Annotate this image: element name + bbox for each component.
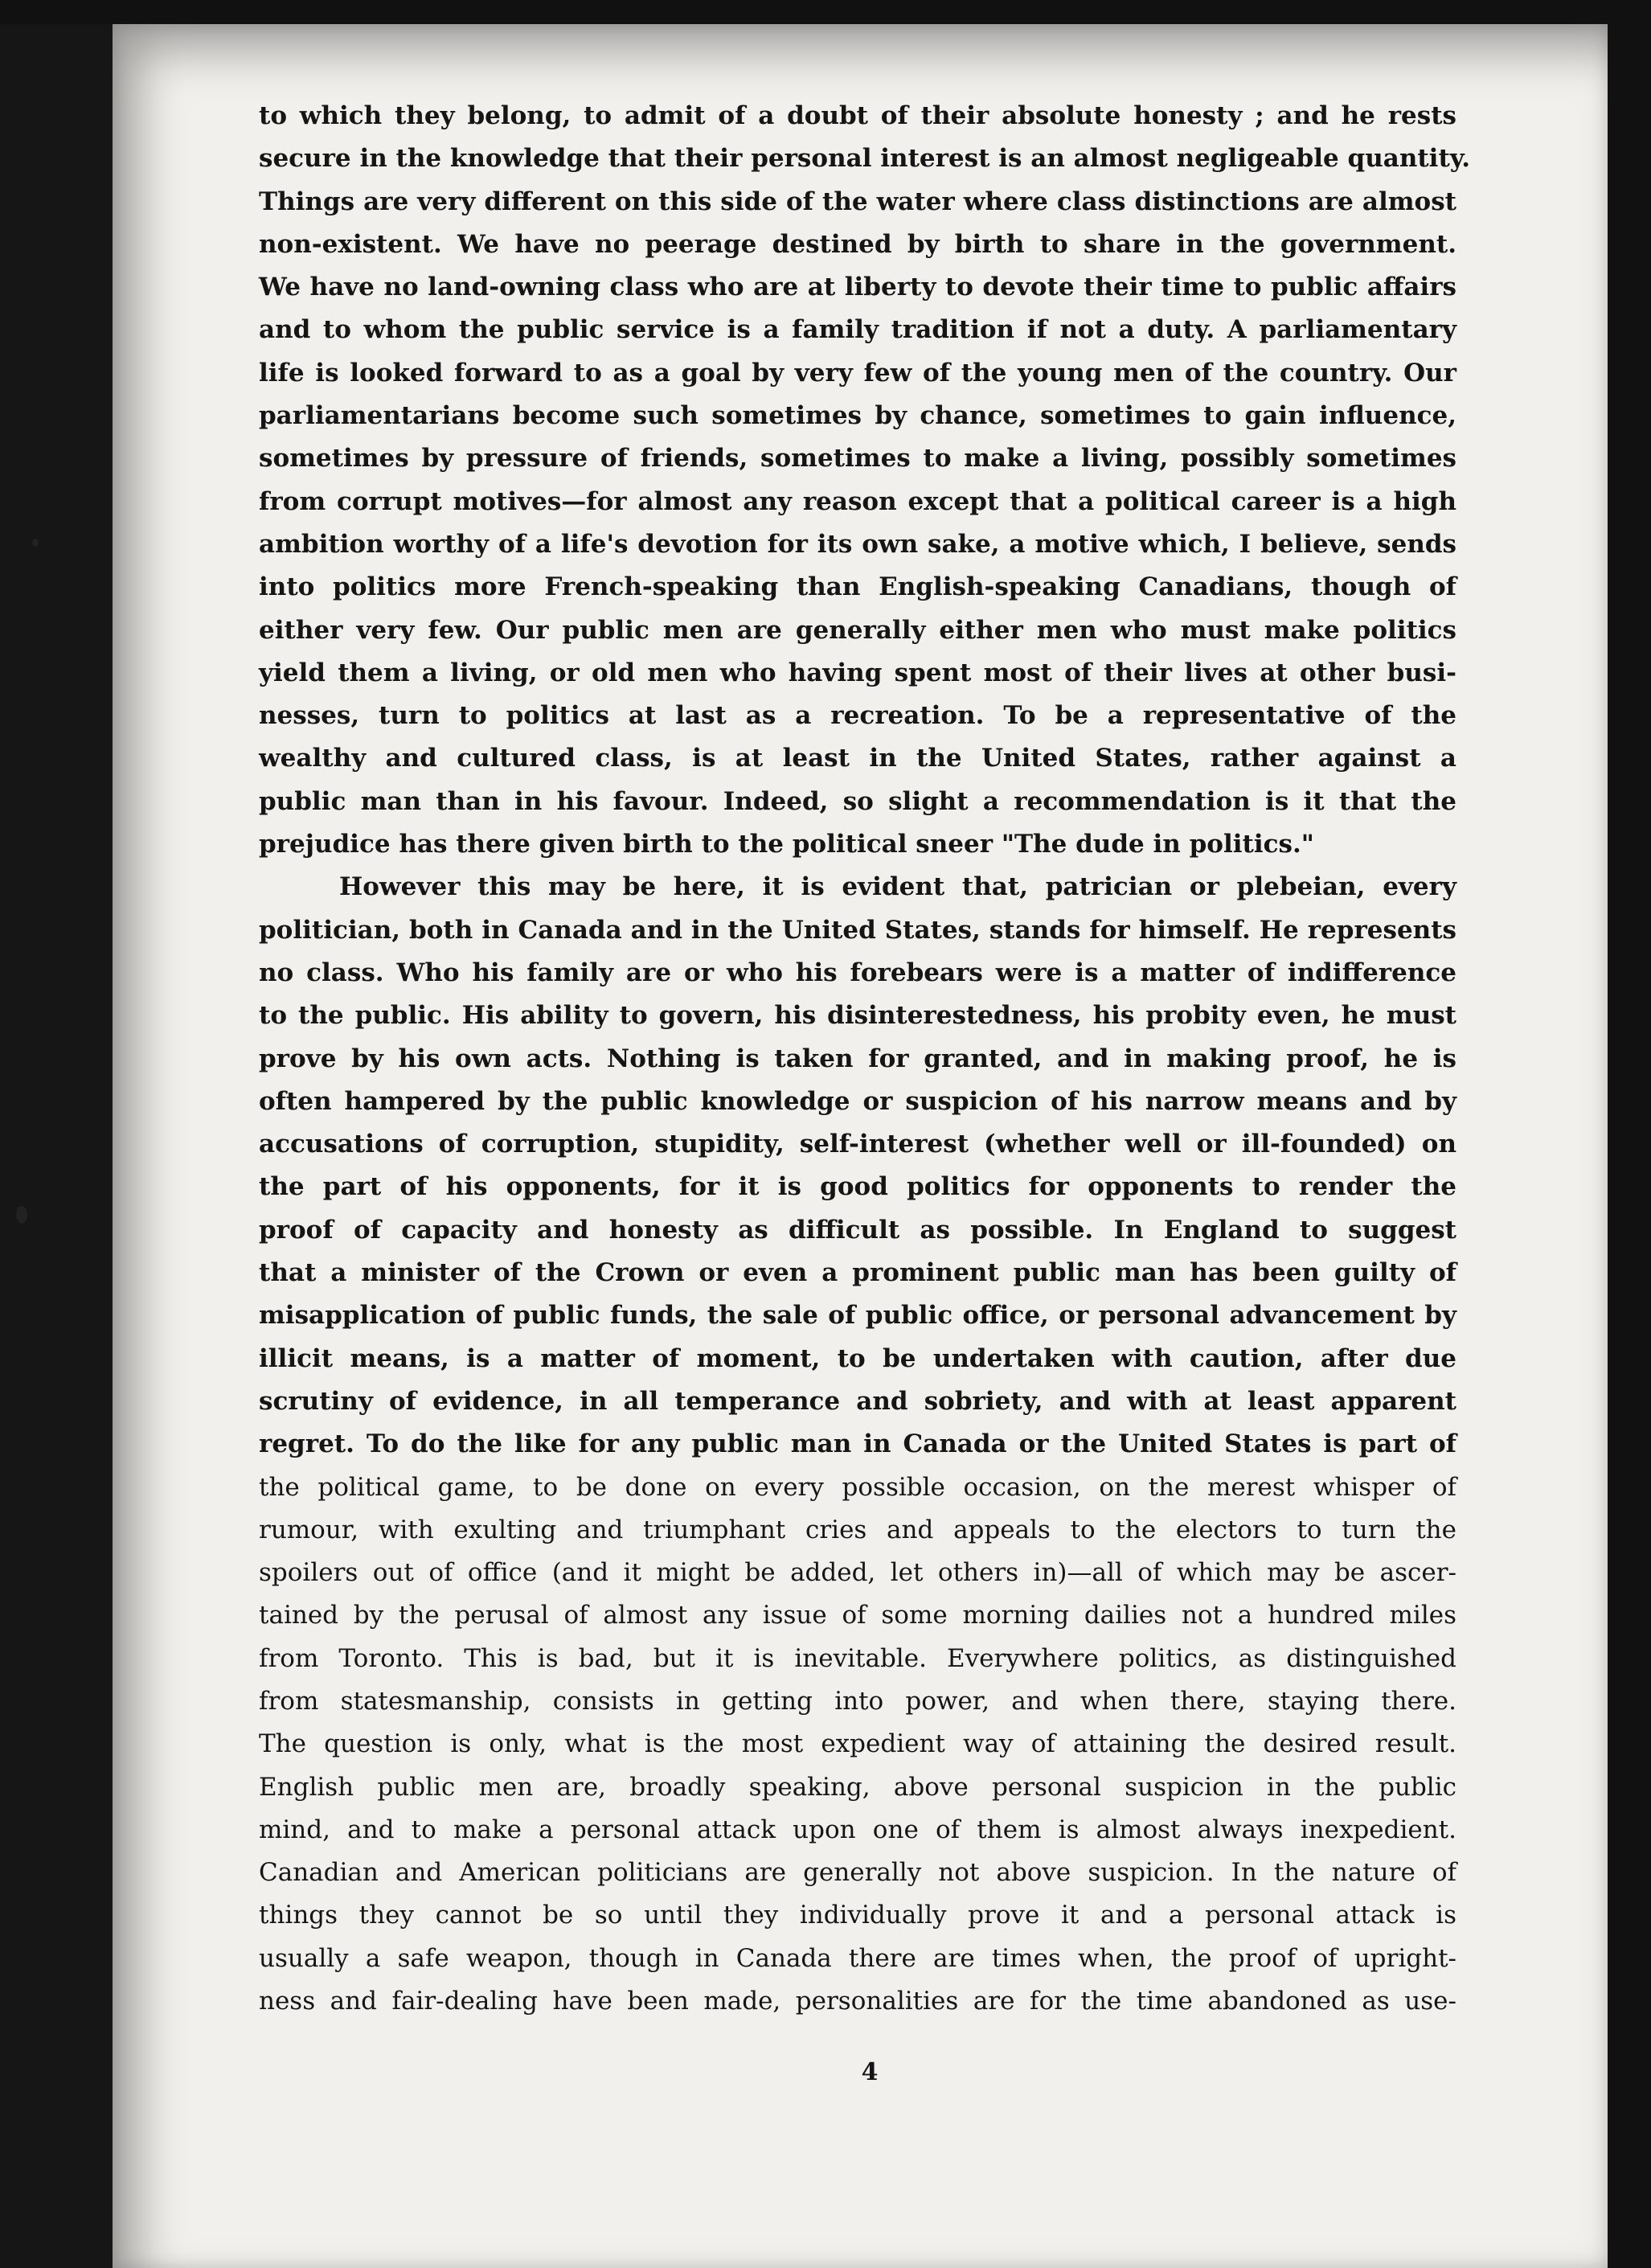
text-line: no class. Who his family are or who his forebears were is a matter of indifference (259, 958, 1456, 987)
text-line: prejudice has there given birth to the political sneer "The dude in politics." (259, 830, 1314, 859)
text-line: tained by the perusal of almost any issue of some morning dailies not a hundred miles (259, 1601, 1456, 1630)
text-line: English public men are, broadly speaking, above personal suspicion in the public (259, 1772, 1456, 1802)
text-line: wealthy and cultured class, is at least in the United States, rather against a (259, 744, 1456, 773)
text-line: from Toronto. This is bad, but it is inevitable. Everywhere politics, as distinguished (259, 1643, 1456, 1673)
scan-speck (16, 1206, 27, 1224)
text-line: However this may be here, it is evident that, patrician or plebeian, every (339, 872, 1456, 902)
text-line: prove by his own acts. Nothing is taken for granted, and in making proof, he is (259, 1044, 1456, 1073)
text-line: to the public. His ability to govern, his disinterestedness, his probity even, he must (259, 1001, 1456, 1031)
text-line: parliamentarians become such sometimes by chance, sometimes to gain influence, (259, 401, 1456, 431)
text-line: rumour, with exulting and triumphant cries and appeals to the electors to turn the (259, 1515, 1456, 1544)
text-line: into politics more French-speaking than English-speaking Canadians, though of (259, 572, 1456, 602)
text-line: illicit means, is a matter of moment, to be undertaken with caution, after due (259, 1343, 1456, 1373)
page-number: 4 (861, 2058, 879, 2086)
text-line: to which they belong, to admit of a doubt of their absolute honesty ; and he rests (259, 101, 1456, 130)
paragraph-2 (259, 866, 1456, 2023)
text-line: ambition worthy of a life's devotion for its own sake, a motive which, I believe, sends (259, 529, 1456, 559)
scan-right-edge (1608, 0, 1651, 2268)
text-line: the part of his opponents, for it is good politics for opponents to render the (259, 1172, 1456, 1202)
text-line: spoilers out of office (and it might be added, let others in)—all of which may be ascer- (259, 1558, 1456, 1588)
text-line: proof of capacity and honesty as difficult as possible. In England to suggest (259, 1215, 1456, 1245)
text-line: from corrupt motives—for almost any reason except that a political career is a high (259, 486, 1456, 516)
text-line: life is looked forward to as a goal by very few of the young men of the country. Our (259, 358, 1456, 388)
scan-speck (32, 539, 39, 547)
text-line: ness and fair-dealing have been made, personalities are for the time abandoned as use- (259, 1987, 1456, 2016)
text-line: misapplication of public funds, the sale of public office, or personal advancement by (259, 1301, 1456, 1331)
text-line: Canadian and American politicians are generally not above suspicion. In the nature of (259, 1858, 1456, 1888)
body-text (259, 95, 1471, 2023)
text-line: non-existent. We have no peerage destined by birth to share in the government. (259, 229, 1456, 259)
text-line: Things are very different on this side of the water where class distinctions are almost (259, 187, 1456, 216)
text-line: scrutiny of evidence, in all temperance and sobriety, and with at least apparent (259, 1386, 1456, 1416)
text-line: that a minister of the Crown or even a prominent public man has been guilty of (259, 1258, 1456, 1288)
text-line: from statesmanship, consists in getting into power, and when there, staying there. (259, 1686, 1456, 1716)
text-line: accusations of corruption, stupidity, self-interest (whether well or ill-founded) on (259, 1130, 1456, 1159)
text-line: secure in the knowledge that their personal interest is an almost negligeable quantity. (259, 144, 1471, 174)
scan-top-edge (0, 0, 1651, 24)
text-line: and to whom the public service is a family tradition if not a duty. A parliamentary (259, 315, 1456, 345)
text-line: mind, and to make a personal attack upon one of them is almost always inexpedient. (259, 1815, 1456, 1844)
text-line: We have no land-owning class who are at liberty to devote their time to public affairs (259, 273, 1456, 302)
text-line: politician, both in Canada and in the United States, stands for himself. He represents (259, 915, 1456, 945)
text-line: often hampered by the public knowledge or suspicion of his narrow means and by (259, 1086, 1456, 1116)
text-line: usually a safe weapon, though in Canada there are times when, the proof of upright- (259, 1943, 1456, 1973)
text-line: regret. To do the like for any public man in Canada or the United States is part of (259, 1429, 1456, 1459)
text-line: The question is only, what is the most expedient way of attaining the desired result. (259, 1729, 1456, 1759)
text-line: either very few. Our public men are generally either men who must make politics (259, 615, 1456, 645)
text-line: things they cannot be so until they individually prove it and a personal attack is (259, 1901, 1456, 1930)
text-line: the political game, to be done on every possible occasion, on the merest whisper of (259, 1472, 1456, 1502)
text-line: yield them a living, or old men who having spent most of their lives at other busi- (259, 658, 1456, 687)
text-line: nesses, turn to politics at last as a recreation. To be a representative of the (259, 701, 1456, 731)
text-line: sometimes by pressure of friends, sometimes to make a living, possibly sometimes (259, 444, 1456, 474)
text-line: public man than in his favour. Indeed, so slight a recommendation is it that the (259, 786, 1456, 816)
paragraph-1 (259, 95, 1471, 866)
